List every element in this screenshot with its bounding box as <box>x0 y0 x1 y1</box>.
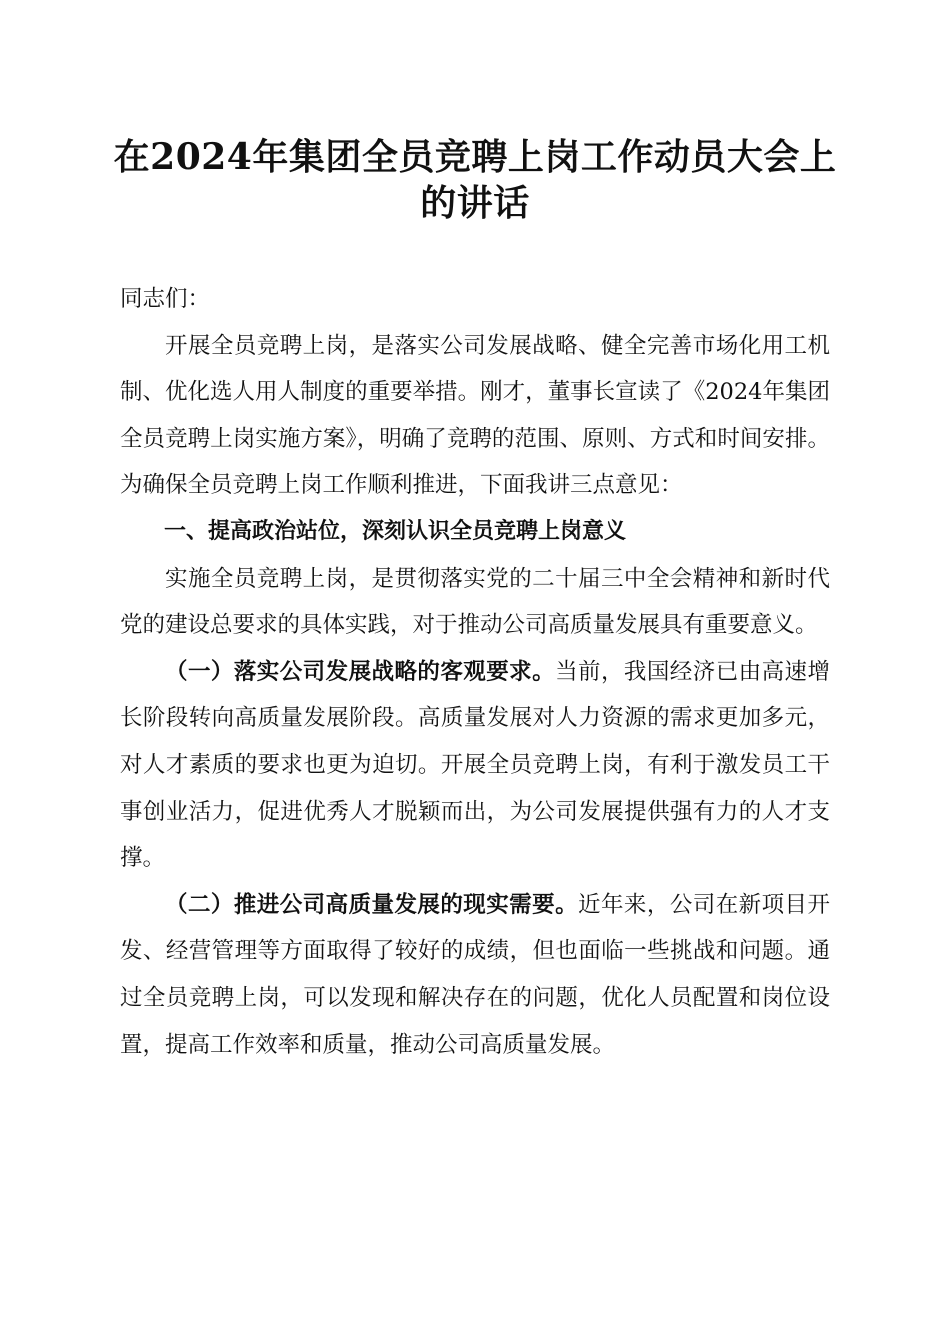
point-1-lead: （一）落实公司发展战略的客观要求。 <box>165 658 556 685</box>
point-2-text: 近年来，公司在新项目开发、经营管理等方面取得了较好的成绩，但也面临一些挑战和问题。通过全员竞聘上岗，可以发现和解决存在的问题，优化人员配置和岗位设置，提高工作效率和质量，推动公司高质量发展。 <box>120 891 830 1058</box>
point-2-lead: （二）推进公司高质量发展的现实需要。 <box>165 891 579 918</box>
intro-paragraph: 开展全员竞聘上岗，是落实公司发展战略、健全完善市场化用工机制、优化选人用人制度的重要举措。刚才，董事长宣读了《2024年集团全员竞聘上岗实施方案》，明确了竞聘的范围、原则、方式和时间安排。为确保全员竞聘上岗工作顺利推进，下面我讲三点意见： <box>120 332 830 499</box>
document-body <box>120 276 830 1068</box>
point-1-text: 当前，我国经济已由高速增长阶段转向高质量发展阶段。高质量发展对人力资源的需求更加多元，对人才素质的要求也更为迫切。开展全员竞聘上岗，有利于激发员工干事创业活力，促进优秀人才脱颖而出，为公司发展提供强有力的人才支撑。 <box>120 658 830 872</box>
point-2-paragraph <box>120 882 830 1068</box>
title-line-2: 的讲话 <box>420 182 530 224</box>
section-1-heading: 一、提高政治站位，深刻认识全员竞聘上岗意义 <box>164 518 627 544</box>
section-1-paragraph: 实施全员竞聘上岗，是贯彻落实党的二十届三中全会精神和新时代党的建设总要求的具体实践，对于推动公司高质量发展具有重要意义。 <box>120 565 830 639</box>
title-line-1: 在2024年集团全员竞聘上岗工作动员大会上 <box>113 136 837 178</box>
point-1-paragraph <box>120 649 830 882</box>
document-title <box>100 134 850 226</box>
salutation: 同志们： <box>120 286 211 312</box>
